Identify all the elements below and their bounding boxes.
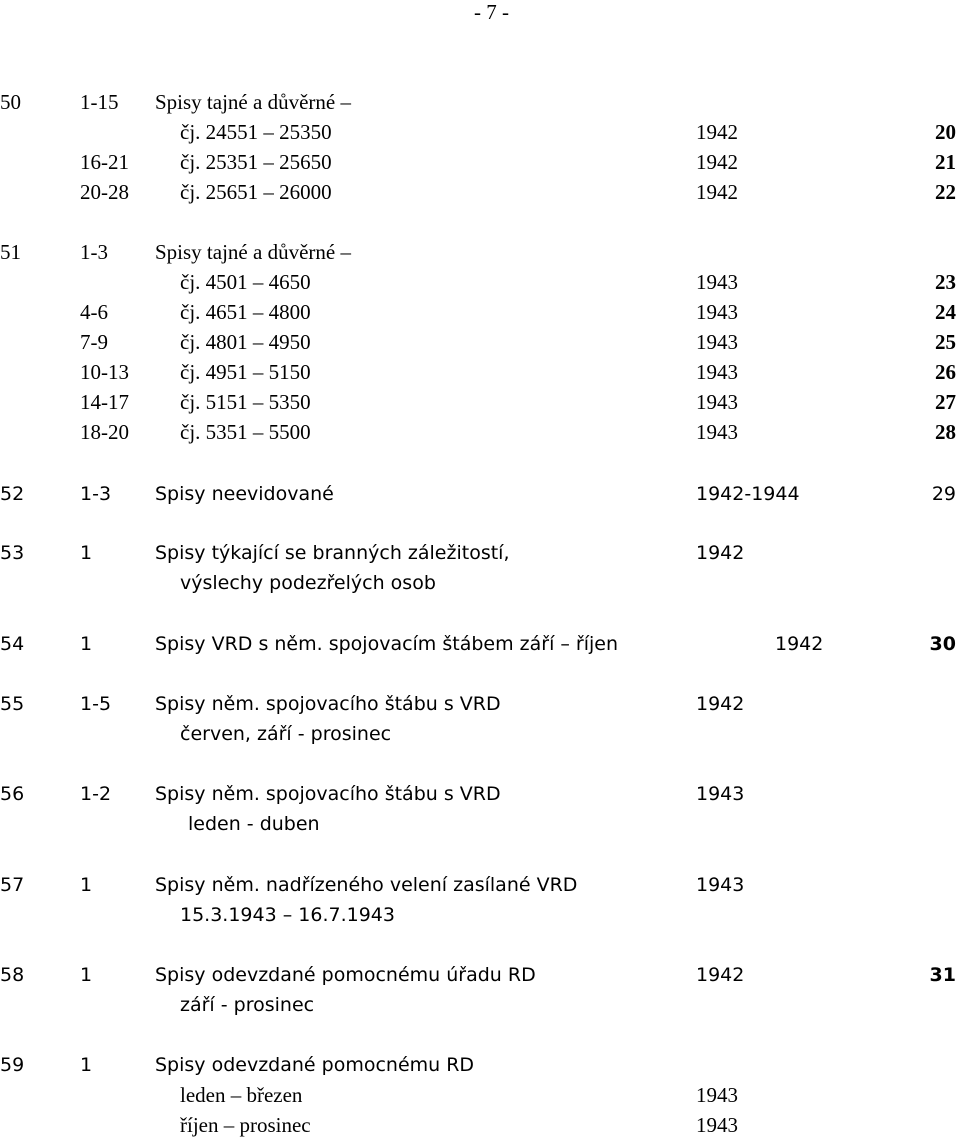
year: 1943 bbox=[696, 1113, 738, 1137]
description: čj. 25351 – 25650 bbox=[180, 150, 332, 174]
description: čj. 4951 – 5150 bbox=[180, 360, 311, 384]
item-range: 14-17 bbox=[80, 390, 129, 414]
description: čj. 5151 – 5350 bbox=[180, 390, 311, 414]
list-item bbox=[0, 1110, 960, 1140]
list-item bbox=[0, 417, 960, 447]
item-range: 1 bbox=[80, 964, 93, 986]
list-item bbox=[0, 479, 960, 509]
list-item bbox=[0, 990, 960, 1020]
item-range: 7-9 bbox=[80, 330, 108, 354]
list-item bbox=[0, 237, 960, 267]
description: leden – březen bbox=[180, 1083, 303, 1107]
list-item bbox=[0, 809, 960, 839]
description: čj. 5351 – 5500 bbox=[180, 420, 311, 444]
description: 15.3.1943 – 16.7.1943 bbox=[180, 904, 395, 926]
inventory-number: 29 bbox=[931, 483, 956, 505]
year: 1943 bbox=[696, 360, 738, 384]
inventory-number: 21 bbox=[935, 150, 956, 174]
inventory-number: 28 bbox=[935, 420, 956, 444]
item-range: 4-6 bbox=[80, 300, 108, 324]
description: Spisy něm. spojovacího štábu s VRD bbox=[155, 693, 501, 715]
list-item bbox=[0, 177, 960, 207]
year: 1943 bbox=[696, 330, 738, 354]
box-number: 52 bbox=[0, 483, 25, 505]
box-number: 56 bbox=[0, 783, 25, 805]
list-item bbox=[0, 719, 960, 749]
year: 1942 bbox=[696, 693, 745, 715]
year: 1942 bbox=[696, 964, 745, 986]
description: čj. 4651 – 4800 bbox=[180, 300, 311, 324]
year: 1943 bbox=[696, 270, 738, 294]
list-item bbox=[0, 960, 960, 990]
year: 1942 bbox=[696, 150, 738, 174]
box-number: 50 bbox=[0, 90, 21, 114]
year: 1942 bbox=[775, 633, 824, 655]
description: čj. 25651 – 26000 bbox=[180, 180, 332, 204]
item-range: 20-28 bbox=[80, 180, 129, 204]
description: čj. 4801 – 4950 bbox=[180, 330, 311, 354]
list-item bbox=[0, 1080, 960, 1110]
description: výslechy podezřelých osob bbox=[180, 572, 436, 594]
box-number: 54 bbox=[0, 633, 25, 655]
list-item bbox=[0, 568, 960, 598]
description: Spisy odevzdané pomocnému RD bbox=[155, 1054, 475, 1076]
list-item bbox=[0, 87, 960, 117]
item-range: 18-20 bbox=[80, 420, 129, 444]
inventory-number: 26 bbox=[935, 360, 956, 384]
inventory-number: 30 bbox=[929, 633, 956, 655]
list-item bbox=[0, 689, 960, 719]
year: 1942 bbox=[696, 542, 745, 564]
inventory-number: 27 bbox=[935, 390, 956, 414]
item-range: 1 bbox=[80, 1054, 93, 1076]
item-range: 1-3 bbox=[80, 483, 112, 505]
list-item bbox=[0, 870, 960, 900]
box-number: 57 bbox=[0, 874, 25, 896]
description: Spisy neevidované bbox=[155, 483, 334, 505]
year: 1942 bbox=[696, 120, 738, 144]
list-item bbox=[0, 147, 960, 177]
page-number: - 7 - bbox=[474, 0, 509, 24]
description: říjen – prosinec bbox=[180, 1113, 311, 1137]
list-item bbox=[0, 779, 960, 809]
item-range: 1-3 bbox=[80, 240, 108, 264]
description: červen, září - prosinec bbox=[180, 723, 392, 745]
list-item bbox=[0, 297, 960, 327]
year: 1943 bbox=[696, 1083, 738, 1107]
description: Spisy tajné a důvěrné – bbox=[155, 90, 351, 114]
list-item bbox=[0, 327, 960, 357]
box-number: 55 bbox=[0, 693, 25, 715]
item-range: 16-21 bbox=[80, 150, 129, 174]
item-range: 1-15 bbox=[80, 90, 119, 114]
year: 1942-1944 bbox=[696, 483, 800, 505]
item-range: 1-2 bbox=[80, 783, 112, 805]
description: Spisy něm. spojovacího štábu s VRD bbox=[155, 783, 501, 805]
description: Spisy týkající se branných záležitostí, bbox=[155, 542, 510, 564]
item-range: 1 bbox=[80, 874, 93, 896]
item-range: 1-5 bbox=[80, 693, 112, 715]
list-item bbox=[0, 357, 960, 387]
description: Spisy odevzdané pomocnému úřadu RD bbox=[155, 964, 536, 986]
description: čj. 4501 – 4650 bbox=[180, 270, 311, 294]
item-range: 1 bbox=[80, 633, 93, 655]
box-number: 59 bbox=[0, 1054, 25, 1076]
year: 1943 bbox=[696, 420, 738, 444]
inventory-number: 25 bbox=[935, 330, 956, 354]
item-range: 1 bbox=[80, 542, 93, 564]
inventory-number: 22 bbox=[935, 180, 956, 204]
inventory-number: 23 bbox=[935, 270, 956, 294]
list-item bbox=[0, 387, 960, 417]
list-item bbox=[0, 267, 960, 297]
list-item bbox=[0, 538, 960, 568]
list-item bbox=[0, 1050, 960, 1080]
inventory-number: 24 bbox=[935, 300, 956, 324]
description: září - prosinec bbox=[180, 994, 315, 1016]
inventory-number: 20 bbox=[935, 120, 956, 144]
box-number: 51 bbox=[0, 240, 21, 264]
year: 1943 bbox=[696, 300, 738, 324]
description: Spisy něm. nadřízeného velení zasílané VRD bbox=[155, 874, 578, 896]
description: Spisy tajné a důvěrné – bbox=[155, 240, 351, 264]
list-item bbox=[0, 629, 960, 659]
list-item bbox=[0, 900, 960, 930]
item-range: 10-13 bbox=[80, 360, 129, 384]
description: Spisy VRD s něm. spojovacím štábem září – říjen bbox=[155, 633, 619, 655]
box-number: 58 bbox=[0, 964, 25, 986]
description: leden - duben bbox=[188, 813, 320, 835]
year: 1943 bbox=[696, 783, 745, 805]
inventory-number: 31 bbox=[929, 964, 956, 986]
box-number: 53 bbox=[0, 542, 25, 564]
description: čj. 24551 – 25350 bbox=[180, 120, 332, 144]
year: 1943 bbox=[696, 874, 745, 896]
year: 1942 bbox=[696, 180, 738, 204]
list-item bbox=[0, 117, 960, 147]
year: 1943 bbox=[696, 390, 738, 414]
